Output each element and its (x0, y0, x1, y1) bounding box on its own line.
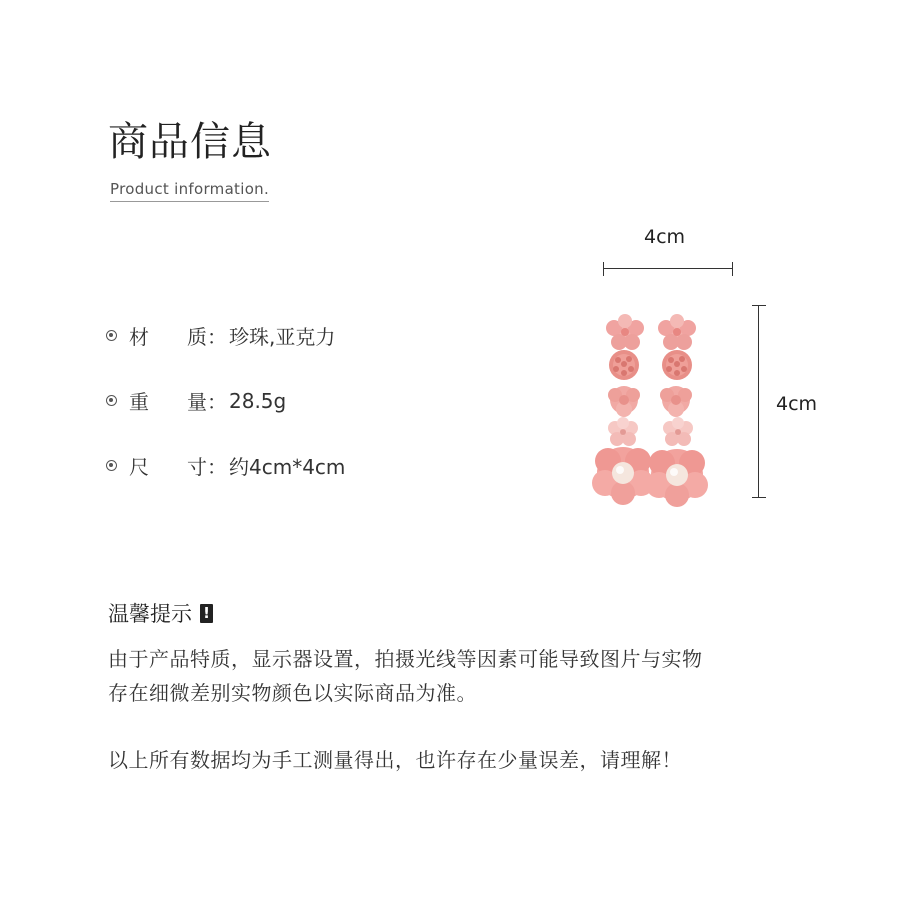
tips-paragraph-1-line-1: 由于产品特质，显示器设置，拍摄光线等因素可能导致图片与实物 (108, 647, 703, 671)
spec-value: 28.5g (229, 388, 287, 413)
earrings-product-image (585, 310, 715, 510)
spec-key: 尺 (129, 455, 149, 479)
tips-paragraph-2: 以上所有数据均为手工测量得出，也许存在少量误差，请理解！ (108, 748, 682, 772)
spec-size (106, 451, 345, 480)
tips-heading (108, 598, 213, 628)
bullet-icon (106, 395, 117, 406)
height-dimension-label: 4cm (776, 393, 818, 415)
page-title: 商品信息 (108, 119, 272, 165)
bullet-icon (106, 460, 117, 471)
width-dimension-line (603, 262, 733, 276)
warning-icon: ! (200, 604, 213, 623)
page-subtitle: Product information. (110, 180, 269, 202)
tips-heading-text: 温馨提示 (108, 602, 192, 626)
earring-right (646, 314, 708, 507)
spec-key-suffix: 量： (187, 390, 227, 414)
spec-weight (106, 386, 286, 415)
tips-paragraph-1-line-2: 存在细微差别实物颜色以实际商品为准。 (108, 681, 477, 705)
spec-material (106, 321, 335, 350)
spec-value: 约4cm*4cm (229, 455, 346, 479)
spec-key-suffix: 寸： (187, 455, 227, 479)
height-dimension-line (752, 305, 766, 498)
spec-key-suffix: 质： (187, 325, 227, 349)
bullet-icon (106, 330, 117, 341)
spec-value: 珍珠,亚克力 (229, 325, 336, 349)
spec-key: 重 (129, 390, 149, 414)
earring-left (592, 314, 654, 505)
width-dimension-label: 4cm (644, 226, 686, 248)
tips-paragraph-1 (108, 642, 808, 710)
spec-key: 材 (129, 325, 149, 349)
